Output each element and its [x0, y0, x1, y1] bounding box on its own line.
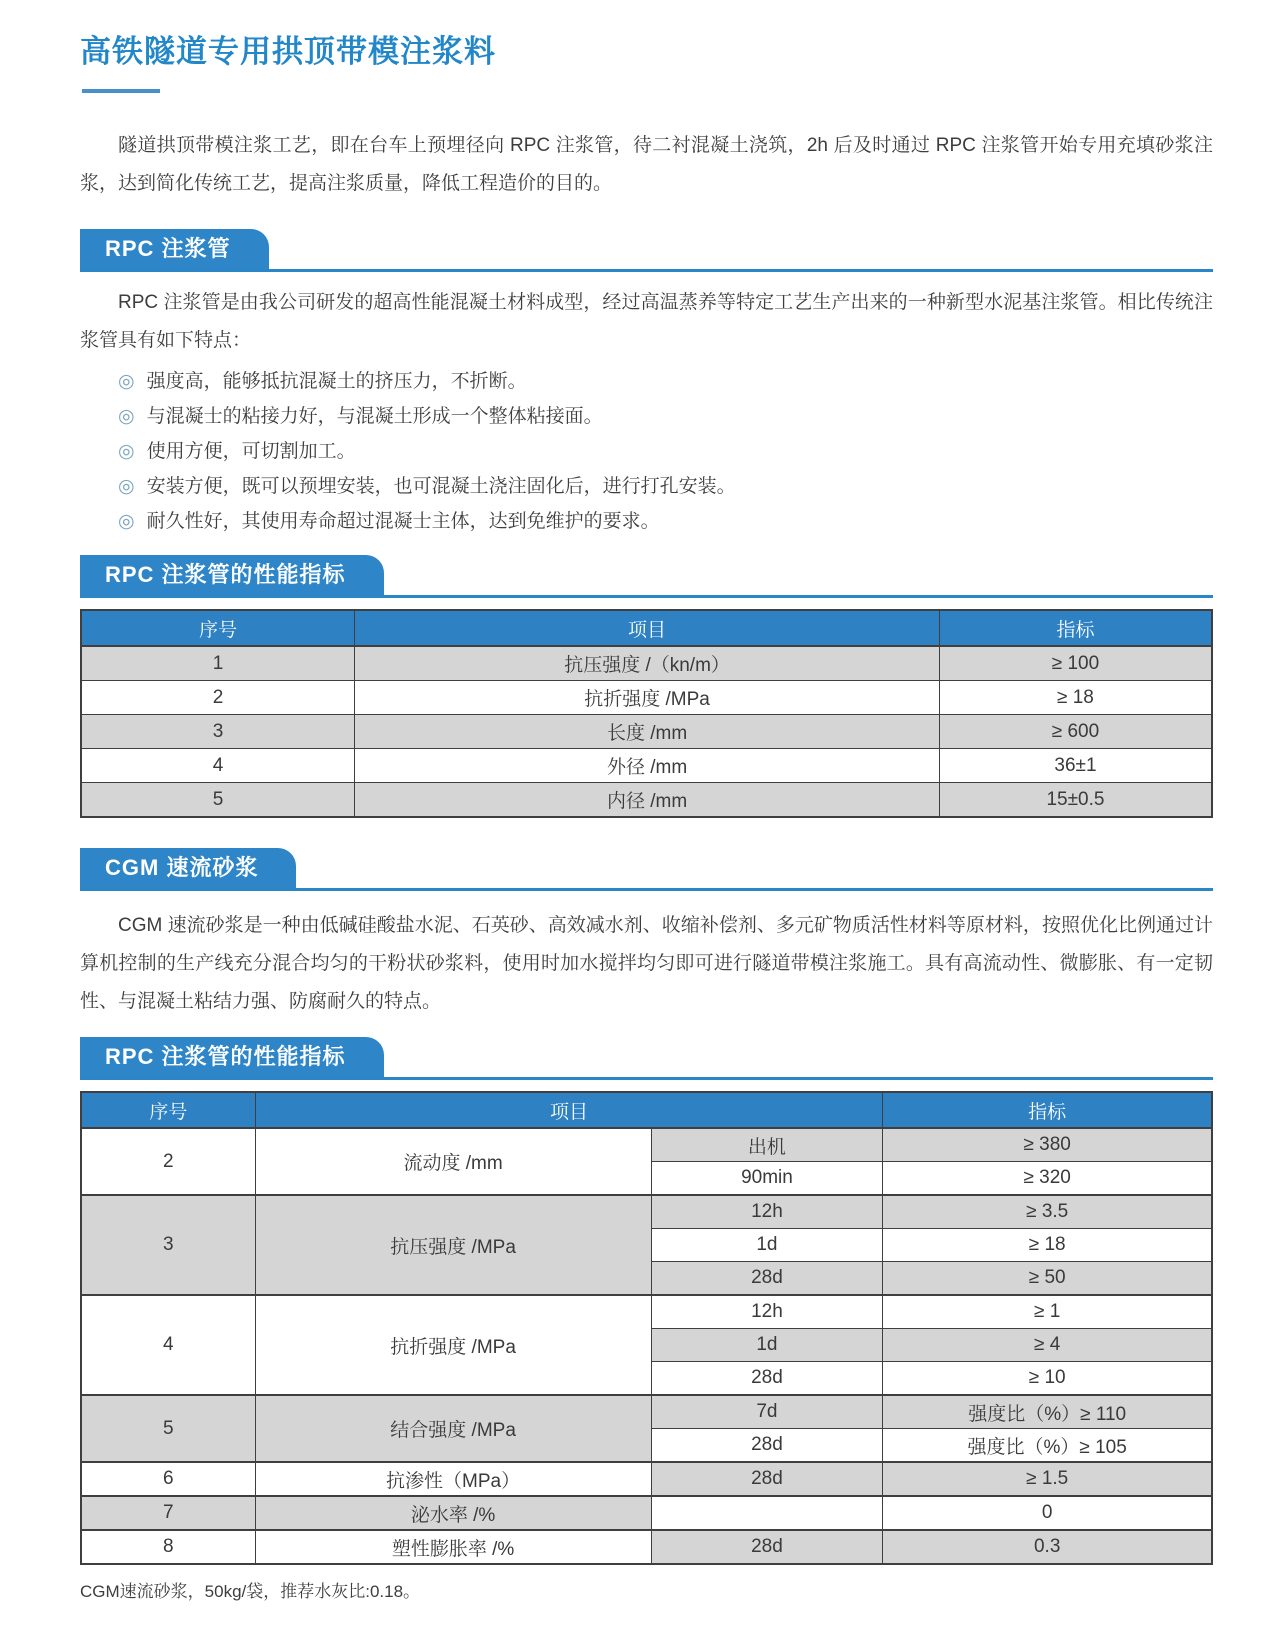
serial-cell: 2	[81, 681, 355, 715]
value-cell: 36±1	[939, 749, 1212, 783]
value-cell: 强度比（%）≥ 110	[883, 1395, 1212, 1429]
rpc-spec-table-header	[81, 610, 1212, 646]
bullet-item	[118, 434, 1213, 469]
table-row	[81, 749, 1212, 783]
serial-cell: 8	[81, 1530, 255, 1564]
item-cell: 抗压强度 /（kn/m）	[355, 646, 940, 681]
table-row	[81, 681, 1212, 715]
bullet-item	[118, 399, 1213, 434]
table-row	[81, 1496, 1212, 1530]
table-row	[81, 783, 1212, 818]
bullet-item	[118, 469, 1213, 504]
table-row	[81, 715, 1212, 749]
condition-cell: 出机	[651, 1128, 883, 1162]
item-cell: 泌水率 /%	[255, 1496, 651, 1530]
item-cell: 抗渗性（MPa）	[255, 1462, 651, 1496]
table-header-cell: 项目	[355, 610, 940, 646]
bullet-text: 强度高，能够抵抗混凝土的挤压力，不折断。	[146, 371, 527, 392]
item-cell: 长度 /mm	[355, 715, 940, 749]
bullet-item	[118, 504, 1213, 539]
serial-cell: 5	[81, 1395, 255, 1462]
table-row	[81, 1395, 1212, 1429]
value-cell: ≥ 10	[883, 1362, 1212, 1396]
page-title: 高铁隧道专用拱顶带模注浆料	[80, 34, 496, 69]
cgm-spec-table	[80, 1091, 1213, 1565]
bullet-item	[118, 364, 1213, 399]
item-cell: 外径 /mm	[355, 749, 940, 783]
value-cell: 0.3	[883, 1530, 1212, 1564]
cgm-spec-table-header	[81, 1092, 1212, 1128]
value-cell: ≥ 4	[883, 1329, 1212, 1362]
condition-cell: 12h	[651, 1195, 883, 1229]
condition-cell: 1d	[651, 1329, 883, 1362]
condition-cell: 28d	[651, 1462, 883, 1496]
section-heading-label: RPC 注浆管	[80, 229, 269, 269]
item-cell: 流动度 /mm	[255, 1128, 651, 1195]
value-cell: ≥ 100	[939, 646, 1212, 681]
serial-cell: 6	[81, 1462, 255, 1496]
condition-cell: 28d	[651, 1429, 883, 1463]
serial-cell: 4	[81, 1295, 255, 1395]
cgm-paragraph: CGM 速流砂浆是一种由低碱硅酸盐水泥、石英砂、高效减水剂、收缩补偿剂、多元矿物质活性材料等原材料，按照优化比例通过计算机控制的生产线充分混合均匀的干粉状砂浆料，使用时加水搅拌均匀即可进行隧道带模注浆施工。具有高流动性、微膨胀、有一定韧性、与混凝土粘结力强、防腐耐久的特点。	[80, 915, 1213, 1012]
serial-cell: 3	[81, 715, 355, 749]
table-row	[81, 1530, 1212, 1564]
bullet-text: 耐久性好，其使用寿命超过混凝士主体，达到免维护的要求。	[146, 511, 660, 532]
table-row	[81, 1128, 1212, 1162]
section-heading-label: CGM 速流砂浆	[80, 848, 296, 888]
footnote: CGM速流砂浆，50kg/袋，推荐水灰比:0.18。	[80, 1582, 421, 1601]
value-cell: ≥ 50	[883, 1262, 1212, 1296]
item-cell: 内径 /mm	[355, 783, 940, 818]
item-cell: 塑性膨胀率 /%	[255, 1530, 651, 1564]
section-heading-label: RPC 注浆管的性能指标	[80, 1037, 384, 1077]
double-circle-bullet-icon: ◎	[118, 476, 135, 497]
value-cell: 15±0.5	[939, 783, 1212, 818]
value-cell: ≥ 18	[939, 681, 1212, 715]
condition-cell: 7d	[651, 1395, 883, 1429]
serial-cell: 2	[81, 1128, 255, 1195]
rpc-spec-table	[80, 609, 1213, 818]
section-heading-rpc	[80, 229, 1213, 272]
bullet-text: 使用方便，可切割加工。	[146, 441, 356, 462]
section-heading-cgm	[80, 848, 1213, 891]
table-header-cell: 指标	[939, 610, 1212, 646]
double-circle-bullet-icon: ◎	[118, 441, 135, 462]
table-header-cell: 项目	[255, 1092, 883, 1128]
value-cell: 0	[883, 1496, 1212, 1530]
value-cell: ≥ 3.5	[883, 1195, 1212, 1229]
value-cell: ≥ 1	[883, 1295, 1212, 1329]
condition-cell: 28d	[651, 1362, 883, 1396]
value-cell: ≥ 1.5	[883, 1462, 1212, 1496]
table-header-cell: 序号	[81, 610, 355, 646]
value-cell: ≥ 320	[883, 1162, 1212, 1196]
table-row	[81, 1295, 1212, 1329]
value-cell: ≥ 600	[939, 715, 1212, 749]
value-cell: 强度比（%）≥ 105	[883, 1429, 1212, 1463]
condition-cell: 28d	[651, 1530, 883, 1564]
value-cell: ≥ 18	[883, 1229, 1212, 1262]
table-header-cell: 指标	[883, 1092, 1212, 1128]
rpc-paragraph: RPC 注浆管是由我公司研发的超高性能混凝土材料成型，经过高温蒸养等特定工艺生产出来的一种新型水泥基注浆管。相比传统注浆管具有如下特点：	[80, 292, 1213, 351]
serial-cell: 3	[81, 1195, 255, 1295]
serial-cell: 1	[81, 646, 355, 681]
value-cell: ≥ 380	[883, 1128, 1212, 1162]
condition-cell	[651, 1496, 883, 1530]
bullet-text: 与混凝士的粘接力好，与混凝土形成一个整体粘接面。	[146, 406, 603, 427]
table-row	[81, 1195, 1212, 1229]
condition-cell: 90min	[651, 1162, 883, 1196]
table-header-cell: 序号	[81, 1092, 255, 1128]
serial-cell: 7	[81, 1496, 255, 1530]
table-row	[81, 1462, 1212, 1496]
condition-cell: 12h	[651, 1295, 883, 1329]
item-cell: 抗折强度 /MPa	[355, 681, 940, 715]
serial-cell: 4	[81, 749, 355, 783]
item-cell: 抗折强度 /MPa	[255, 1295, 651, 1395]
section-heading-label: RPC 注浆管的性能指标	[80, 555, 384, 595]
item-cell: 结合强度 /MPa	[255, 1395, 651, 1462]
double-circle-bullet-icon: ◎	[118, 406, 135, 427]
condition-cell: 1d	[651, 1229, 883, 1262]
rpc-feature-list	[80, 364, 1213, 539]
section-heading-rpc-specs	[80, 555, 1213, 598]
condition-cell: 28d	[651, 1262, 883, 1296]
intro-paragraph: 隧道拱顶带模注浆工艺，即在台车上预埋径向 RPC 注浆管，待二衬混凝土浇筑，2h 后及时通过 RPC 注浆管开始专用充填砂浆注浆，达到简化传统工艺，提高注浆质量，降低工程造价的目的。	[80, 135, 1213, 194]
bullet-text: 安装方便，既可以预埋安装，也可混凝土浇注固化后，进行打孔安装。	[146, 476, 736, 497]
item-cell: 抗压强度 /MPa	[255, 1195, 651, 1295]
serial-cell: 5	[81, 783, 355, 818]
double-circle-bullet-icon: ◎	[118, 371, 135, 392]
table-row	[81, 646, 1212, 681]
title-underline	[82, 89, 160, 93]
section-heading-cgm-specs	[80, 1037, 1213, 1080]
double-circle-bullet-icon: ◎	[118, 511, 135, 532]
